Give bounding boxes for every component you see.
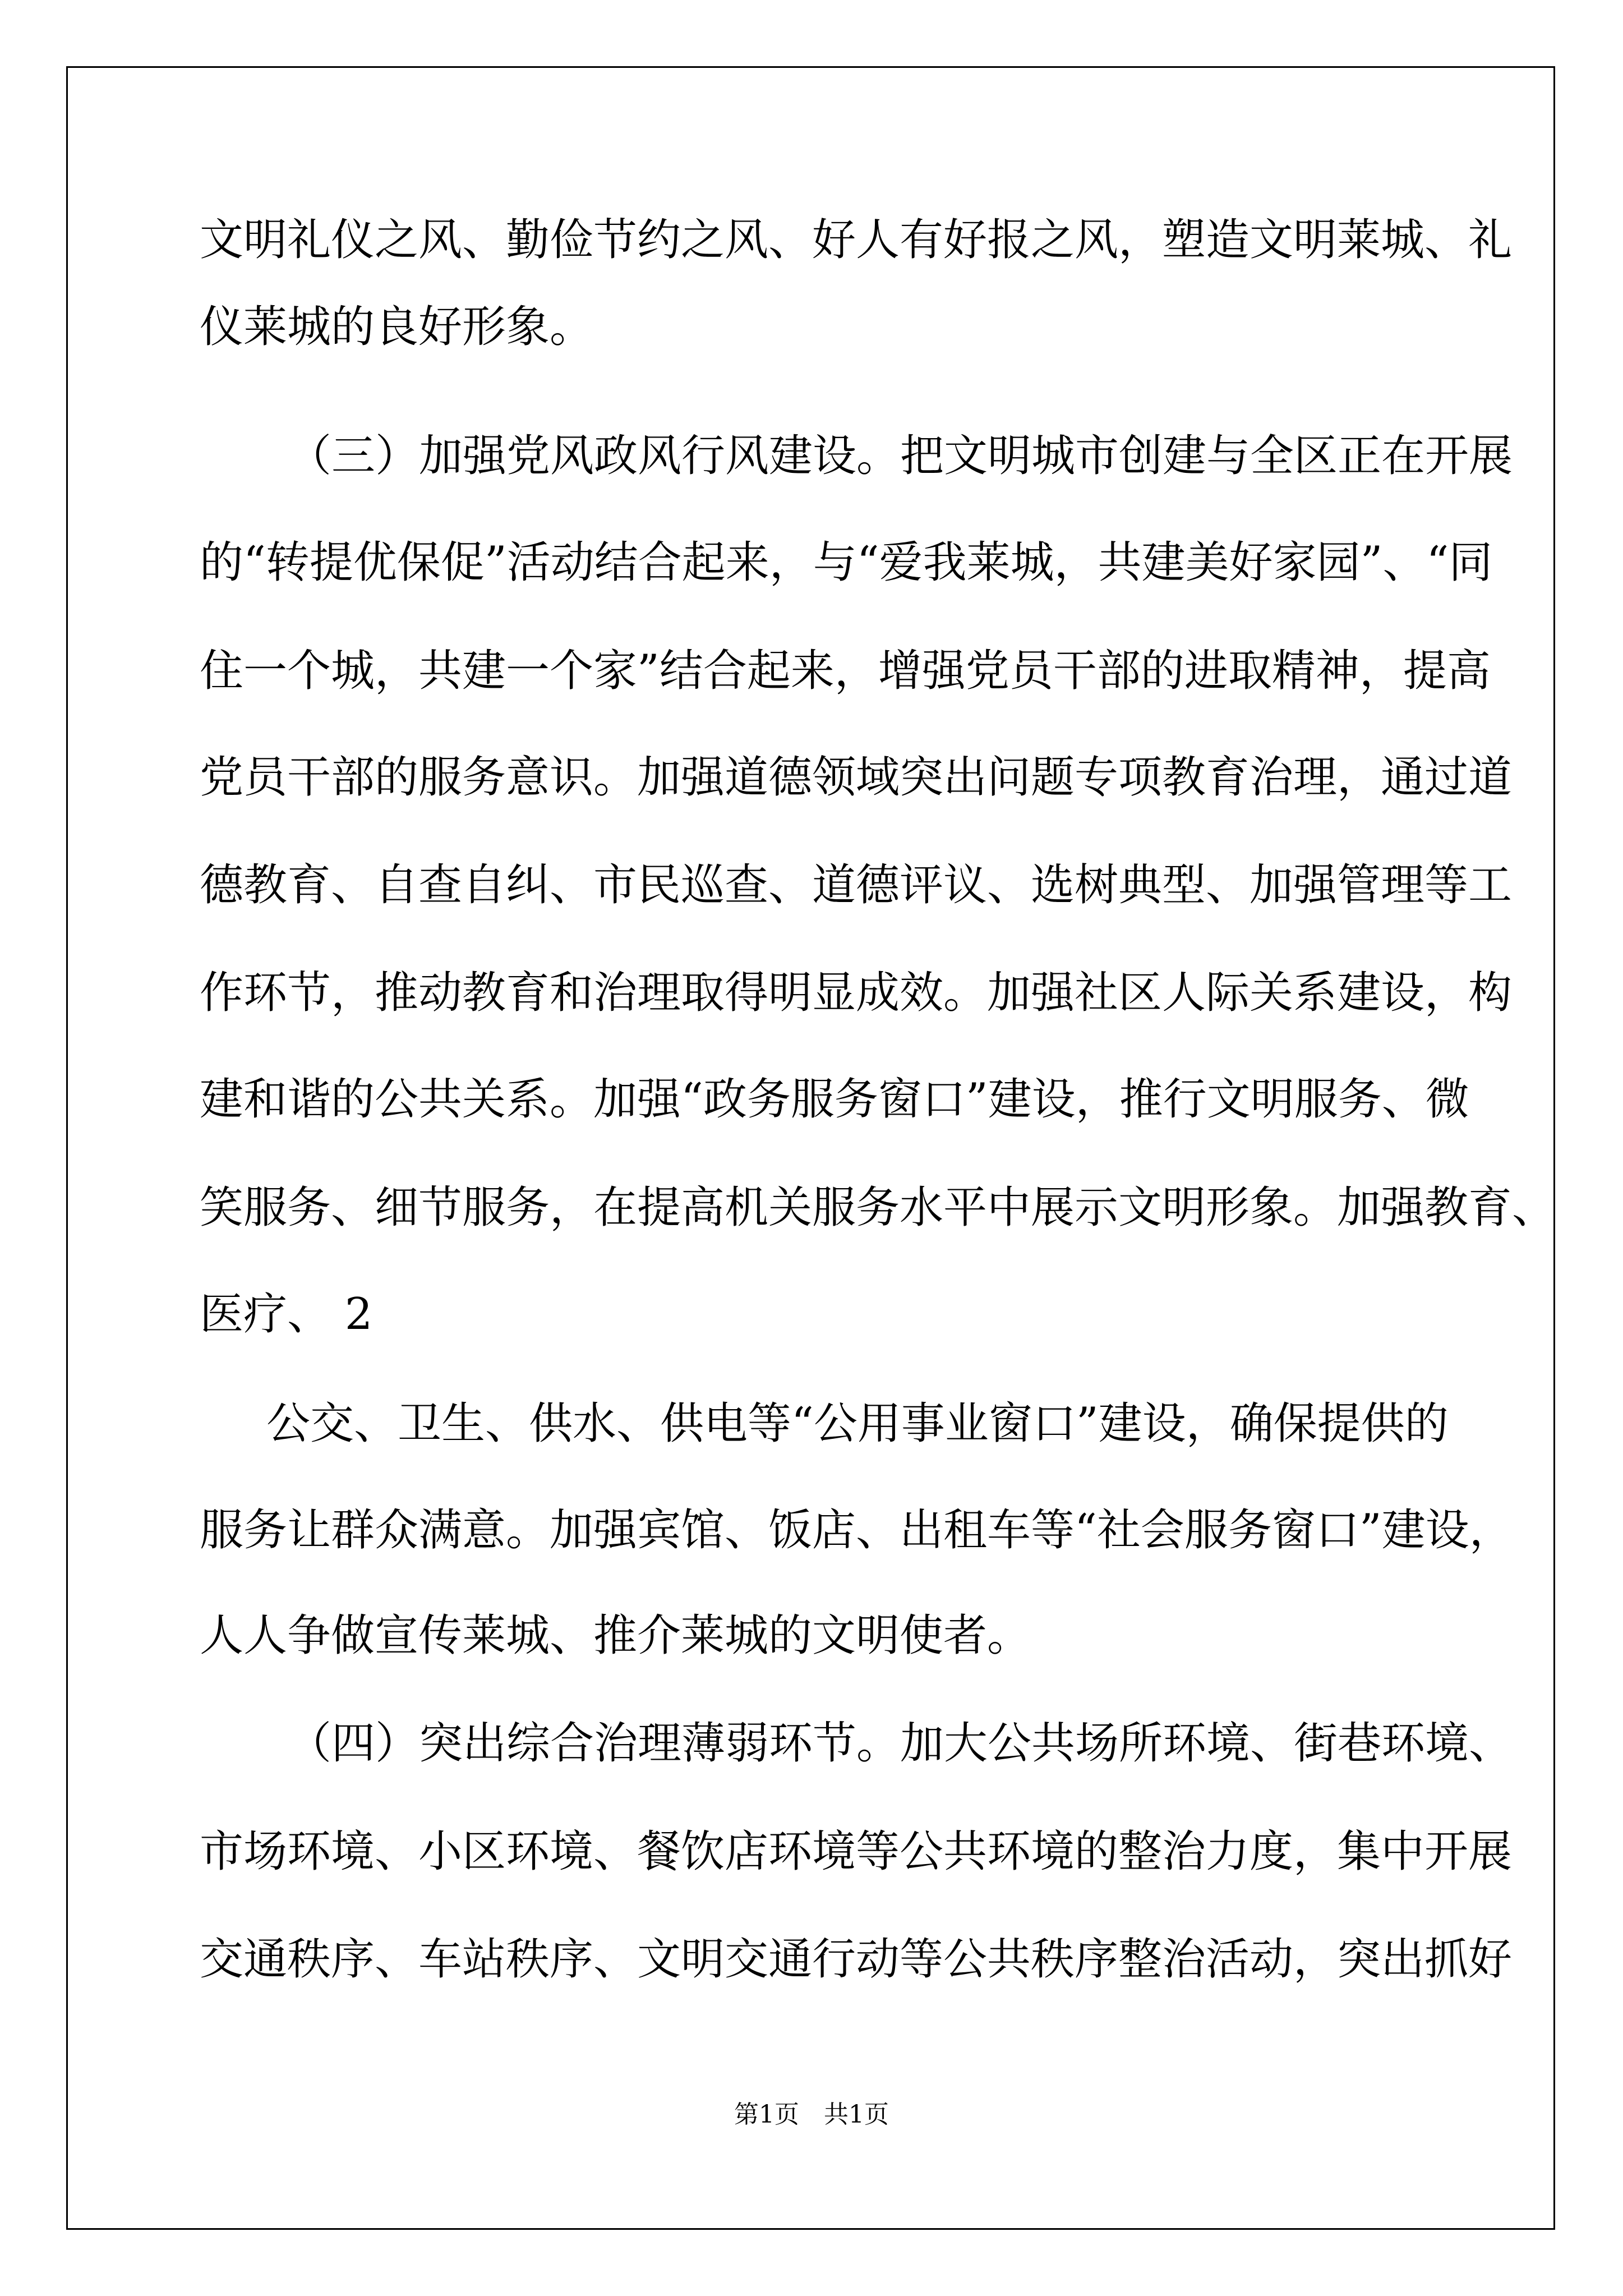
text-line: 仪莱城的良好形象。 (200, 302, 594, 352)
text-line: 作环节，推动教育和治理取得明显成效。加强社区人际关系建设，构 (200, 968, 1513, 1018)
text-line: 人人争做宣传莱城、推介莱城的文明使者。 (200, 1611, 1031, 1661)
text-line: 党员干部的服务意识。加强道德领域突出问题专项教育治理，通过道 (200, 752, 1513, 803)
text-line: 住一个城，共建一个家”结合起来，增强党员干部的进取精神，提高 (200, 646, 1491, 696)
text-line: 文明礼仪之风、勤俭节约之风、好人有好报之风，塑造文明莱城、礼 (200, 215, 1513, 265)
paragraph-start-line: 公交、卫生、供水、供电等“公用事业窗口”建设，确保提供的 (266, 1398, 1449, 1449)
text-line: 笑服务、细节服务，在提高机关服务水平中展示文明形象。加强教育、 (200, 1182, 1556, 1233)
page-border (66, 66, 1555, 2230)
paragraph-heading-line: （三）加强党风政风行风建设。把文明城市创建与全区正在开展 (288, 431, 1513, 481)
text-line: 医疗、 2 (200, 1289, 373, 1340)
paragraph-heading-line: （四）突出综合治理薄弱环节。加大公共场所环境、街巷环境、 (288, 1718, 1513, 1769)
text-line: 市场环境、小区环境、餐饮店环境等公共环境的整治力度，集中开展 (200, 1826, 1513, 1877)
text-line: 的“转提优保促”活动结合起来，与“爱我莱城，共建美好家园”、“同 (200, 537, 1493, 588)
page-footer: 第1页 共1页 (734, 2100, 889, 2129)
text-line: 建和谐的公共关系。加强“政务服务窗口”建设，推行文明服务、微 (200, 1074, 1469, 1125)
text-line: 服务让群众满意。加强宾馆、饭店、出租车等“社会服务窗口”建设， (200, 1505, 1513, 1556)
text-line: 德教育、自查自纠、市民巡查、道德评议、选树典型、加强管理等工 (200, 860, 1513, 910)
text-line: 交通秩序、车站秩序、文明交通行动等公共秩序整治活动，突出抓好 (200, 1934, 1513, 1985)
